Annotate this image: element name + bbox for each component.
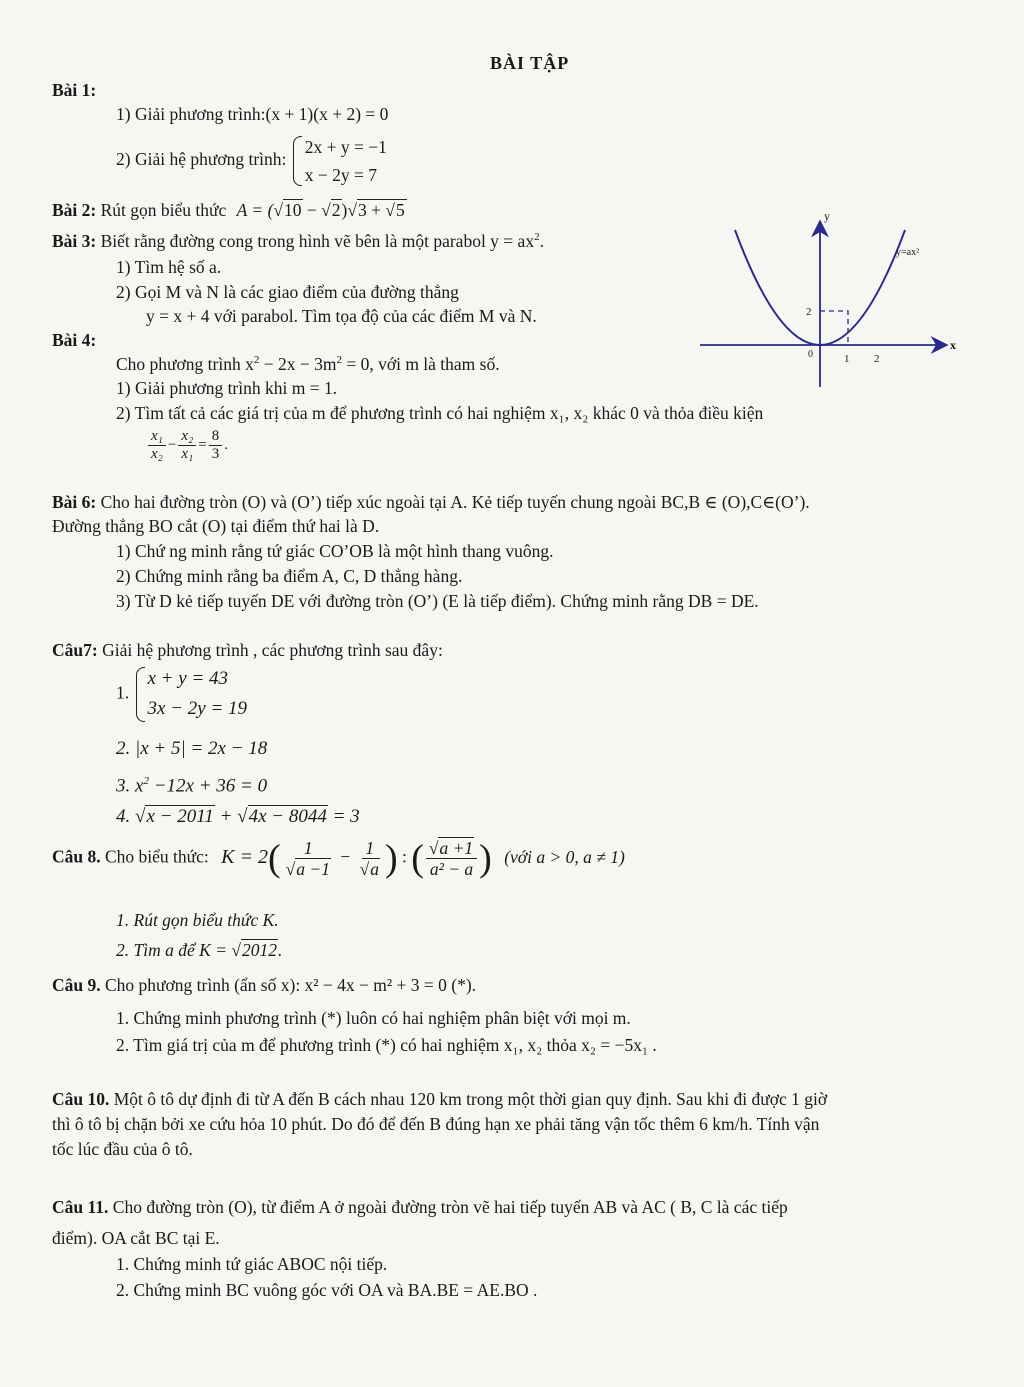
- bai4-intro: [116, 354, 500, 375]
- cau8-colon: :: [397, 846, 412, 867]
- f3-num: 8: [209, 428, 223, 446]
- bai2-sqrt5: 5: [395, 200, 405, 220]
- cau10-line2: thì ô tô bị chặn bởi xe cứu hỏa 10 phút. Do đó để đến B đúng hạn xe phải tăng vận tốc thêm 6 km/h. Tính vận: [52, 1114, 820, 1134]
- f2-num: x₂: [178, 428, 196, 446]
- bai1-q2-prefix: 2) Giải hệ phương trình:: [116, 149, 287, 170]
- cau8-k: K = 2: [221, 845, 268, 868]
- cau7-q3b: −12x + 36 = 0: [148, 775, 268, 797]
- paren-close-1: ): [384, 837, 398, 880]
- bai4-sup1: 2: [253, 354, 260, 367]
- cau8-q2-sqrt: 2012: [241, 940, 277, 960]
- tick-x2: 2: [874, 353, 880, 365]
- bai6-q2: 2) Chứng minh rằng ba điểm A, C, D thẳng hàng.: [116, 566, 463, 586]
- bai2-text: Rút gọn biểu thức: [100, 200, 227, 220]
- curve-label: y=ax²: [896, 247, 920, 258]
- paren-open-1: (: [268, 837, 281, 880]
- cau8-f3-num: a +1: [439, 838, 474, 858]
- bai4-intro-c: = 0, với m là tham số.: [341, 354, 500, 374]
- cau11-line2: điểm). OA cắt BC tại E.: [52, 1228, 220, 1248]
- cau8-q1: 1. Rút gọn biểu thức K.: [116, 910, 279, 930]
- origin-label: 0: [808, 349, 813, 360]
- bai6-line1: [52, 492, 810, 513]
- bai4-heading: Bài 4:: [52, 330, 97, 350]
- y-axis-label: y: [824, 209, 830, 223]
- bai1-heading: Bài 1:: [52, 80, 97, 100]
- bai4-intro-a: Cho phương trình x: [116, 354, 254, 374]
- cau11-text1: Cho đường tròn (O), từ điểm A ở ngoài đường tròn vẽ hai tiếp tuyến AB và AC ( B, C là các tiếp: [112, 1197, 788, 1217]
- bai3-q1: 1) Tìm hệ số a.: [116, 257, 222, 277]
- bai3-end: .: [539, 231, 544, 251]
- bai2-r3: 3 +: [357, 200, 386, 220]
- bai2: Bài 2: Rút gọn biểu thức A = (√10 − √2)√3 + √5: [52, 200, 405, 220]
- cau9-q2: 2. Tìm giá trị của m để phương trình (*) có hai nghiệm x₁, x₂ thỏa x₂ = −5x₁ .: [116, 1035, 657, 1055]
- parabola-graph: [700, 205, 970, 390]
- cau8-frac3: $\frac{√a +1}{\text{a² − a}}$: [426, 838, 477, 879]
- cau8-heading: Câu 8.: [52, 846, 101, 867]
- bai6-line2: Đường thẳng BO cắt (O) tại điểm thứ hai là D.: [52, 516, 380, 536]
- bai6-q1: 1) Chứ ng minh rằng tứ giác CO’OB là một hình thang vuông.: [116, 541, 554, 561]
- cau7-q4: 4. √x − 2011 + √4x − 8044 = 3: [116, 806, 360, 827]
- bai4-q2: 2) Tìm tất cả các giá trị của m để phương trình có hai nghiệm x₁, x₂ khác 0 và thỏa điều kiện: [116, 403, 764, 423]
- tick-x1: 1: [844, 353, 850, 365]
- bai3-exp: 2: [534, 231, 540, 244]
- cau8-frac2: $\frac{1}{√a}$: [359, 838, 379, 880]
- cau9-text: Cho phương trình (ẩn số x): x² − 4x − m² + 3 = 0 (*).: [105, 975, 477, 995]
- f3-den: 3: [211, 446, 220, 463]
- cau7-q3-sup: 2: [143, 775, 149, 787]
- cau7-q3: [116, 775, 267, 797]
- bai3-text: Biết rằng đường cong trong hình vẽ bên là một parabol y = ax: [100, 231, 535, 251]
- cau7-text: Giải hệ phương trình , các phương trình sau đây:: [102, 640, 443, 660]
- cau7-q2: 2. |x + 5| = 2x − 18: [116, 738, 268, 759]
- cau7-heading: Câu7:: [52, 640, 98, 660]
- cau7-n1: 1.: [116, 682, 130, 703]
- bai1-system: [291, 133, 387, 189]
- bai1-q2: [116, 133, 387, 189]
- cau9-line: [52, 975, 476, 996]
- cau8-f1-num: 1: [301, 838, 316, 859]
- frac-8-3: [209, 428, 223, 464]
- f2-den: x₁: [181, 446, 194, 463]
- bai6-heading: Bài 6:: [52, 492, 97, 512]
- bai6-text1: Cho hai đường tròn (O) và (O’) tiếp xúc ngoài tại A. Kẻ tiếp tuyến chung ngoài BC,B ∈ (O),C∈(O’).: [100, 492, 810, 512]
- bai1-eq1: 2x + y = −1: [304, 137, 387, 157]
- cau7-q4a: 4.: [116, 806, 135, 827]
- cau7-q4-plus: +: [214, 806, 238, 827]
- dashed-guide: [820, 311, 848, 345]
- cau10-heading: Câu 10.: [52, 1089, 110, 1109]
- cau8-text: Cho biểu thức:: [105, 846, 209, 867]
- cau7-heading-line: [52, 640, 443, 661]
- bai2-sqrt10: 10: [284, 200, 302, 220]
- bai2-sqrt2: 2: [331, 200, 341, 220]
- cau9-q1: 1. Chứng minh phương trình (*) luôn có hai nghiệm phân biệt với mọi m.: [116, 1008, 631, 1028]
- bai3-heading: Bài 3:: [52, 231, 97, 251]
- bai2-rp: ): [341, 200, 348, 220]
- cau11-line1: [52, 1197, 788, 1218]
- cau7-q4-r2: 4x − 8044: [248, 806, 327, 827]
- bai3: [52, 231, 544, 252]
- cau8-q2: 2. Tìm a để K = √2012.: [116, 940, 283, 960]
- cau9-heading: Câu 9.: [52, 975, 101, 995]
- cau8-f1-den: a −1: [296, 859, 330, 880]
- cau8-f3-den: a² − a: [429, 859, 474, 880]
- cau11-heading: Câu 11.: [52, 1197, 109, 1217]
- bai2-sqrt-outer: 3 + √5: [357, 200, 405, 220]
- frac-x1-x2: [148, 428, 166, 464]
- cau7-q3a: 3. x: [116, 775, 144, 797]
- page-title: BÀI TẬP: [490, 53, 570, 73]
- bai3-q2b: y = x + 4 với parabol. Tìm tọa độ của các điểm M và N.: [146, 306, 537, 326]
- tick-y2: 2: [806, 306, 812, 318]
- cau10-line1: [52, 1089, 827, 1110]
- cau7-q1: [116, 664, 247, 725]
- cau8-q2a: 2. Tìm a để K =: [116, 940, 232, 960]
- f1-num: x₁: [148, 428, 166, 446]
- cau11-q1: 1. Chứng minh tứ giác ABOC nội tiếp.: [116, 1254, 388, 1274]
- cau11-q2: 2. Chứng minh BC vuông góc với OA và BA.BE = AE.BO .: [116, 1280, 538, 1300]
- bai2-minus: −: [302, 200, 322, 220]
- cau7-system: [134, 664, 248, 725]
- bai3-q2a: 2) Gọi M và N là các giao điểm của đường thẳng: [116, 282, 459, 302]
- paren-close-2: ): [479, 837, 492, 880]
- cau7-s2: 3x − 2y = 19: [147, 698, 248, 720]
- bai1-q1: 1) Giải phương trình:(x + 1)(x + 2) = 0: [116, 104, 389, 124]
- cau8-frac1: $\frac{1}{√a -1}$: [285, 838, 330, 880]
- x-axis-label: x: [950, 338, 956, 352]
- cau7-q4-r1: x − 2011: [146, 806, 214, 827]
- bai2-heading: Bài 2:: [52, 200, 97, 220]
- bai6-q3: 3) Từ D kẻ tiếp tuyến DE với đường tròn (O’) (E là tiếp điểm). Chứng minh rằng DB = DE.: [116, 591, 759, 611]
- cau7-s1: x + y = 43: [147, 668, 229, 689]
- f1-den: x₂: [151, 446, 163, 463]
- cau10-text1: Một ô tô dự định đi từ A đến B cách nhau 120 km trong một thời gian quy định. Sau khi đi được 1 giờ: [113, 1089, 828, 1109]
- bai4-intro-b: − 2x − 3m: [259, 354, 337, 374]
- bai2-expr-lhs: A = (: [236, 200, 274, 220]
- cau8-f2-num: 1: [362, 838, 377, 859]
- bai4-q1: 1) Giải phương trình khi m = 1.: [116, 378, 338, 398]
- cau8-f2-den: a: [370, 859, 379, 880]
- cau8-condition: (với a > 0, a ≠ 1): [504, 846, 625, 867]
- paren-open-2: (: [411, 837, 424, 880]
- frac-x2-x1: [178, 428, 196, 464]
- cau8-q2-end: .: [277, 940, 283, 960]
- cau7-q4-end: = 3: [327, 806, 360, 827]
- bai1-eq2: x − 2y = 7: [304, 165, 378, 185]
- bai4-sup2: 2: [336, 354, 342, 367]
- cau8-expr: Câu 8. Cho biểu thức: K = 2( $\frac{1}{√a -1}$ − $\frac{1}{√a}$ ) : ( $\frac{√a +1}{\text{a² − a}}$ ) (với a > 0, a ≠ 1): [52, 837, 625, 880]
- bai4-condition: $\frac{\text{x₁}}{\text{x₂}}$ − $\frac{\text{x₂}}{\text{x₁}}$ = $\frac{8}{3}$ .: [146, 428, 228, 464]
- cau10-line3: tốc lúc đầu của ô tô.: [52, 1139, 193, 1159]
